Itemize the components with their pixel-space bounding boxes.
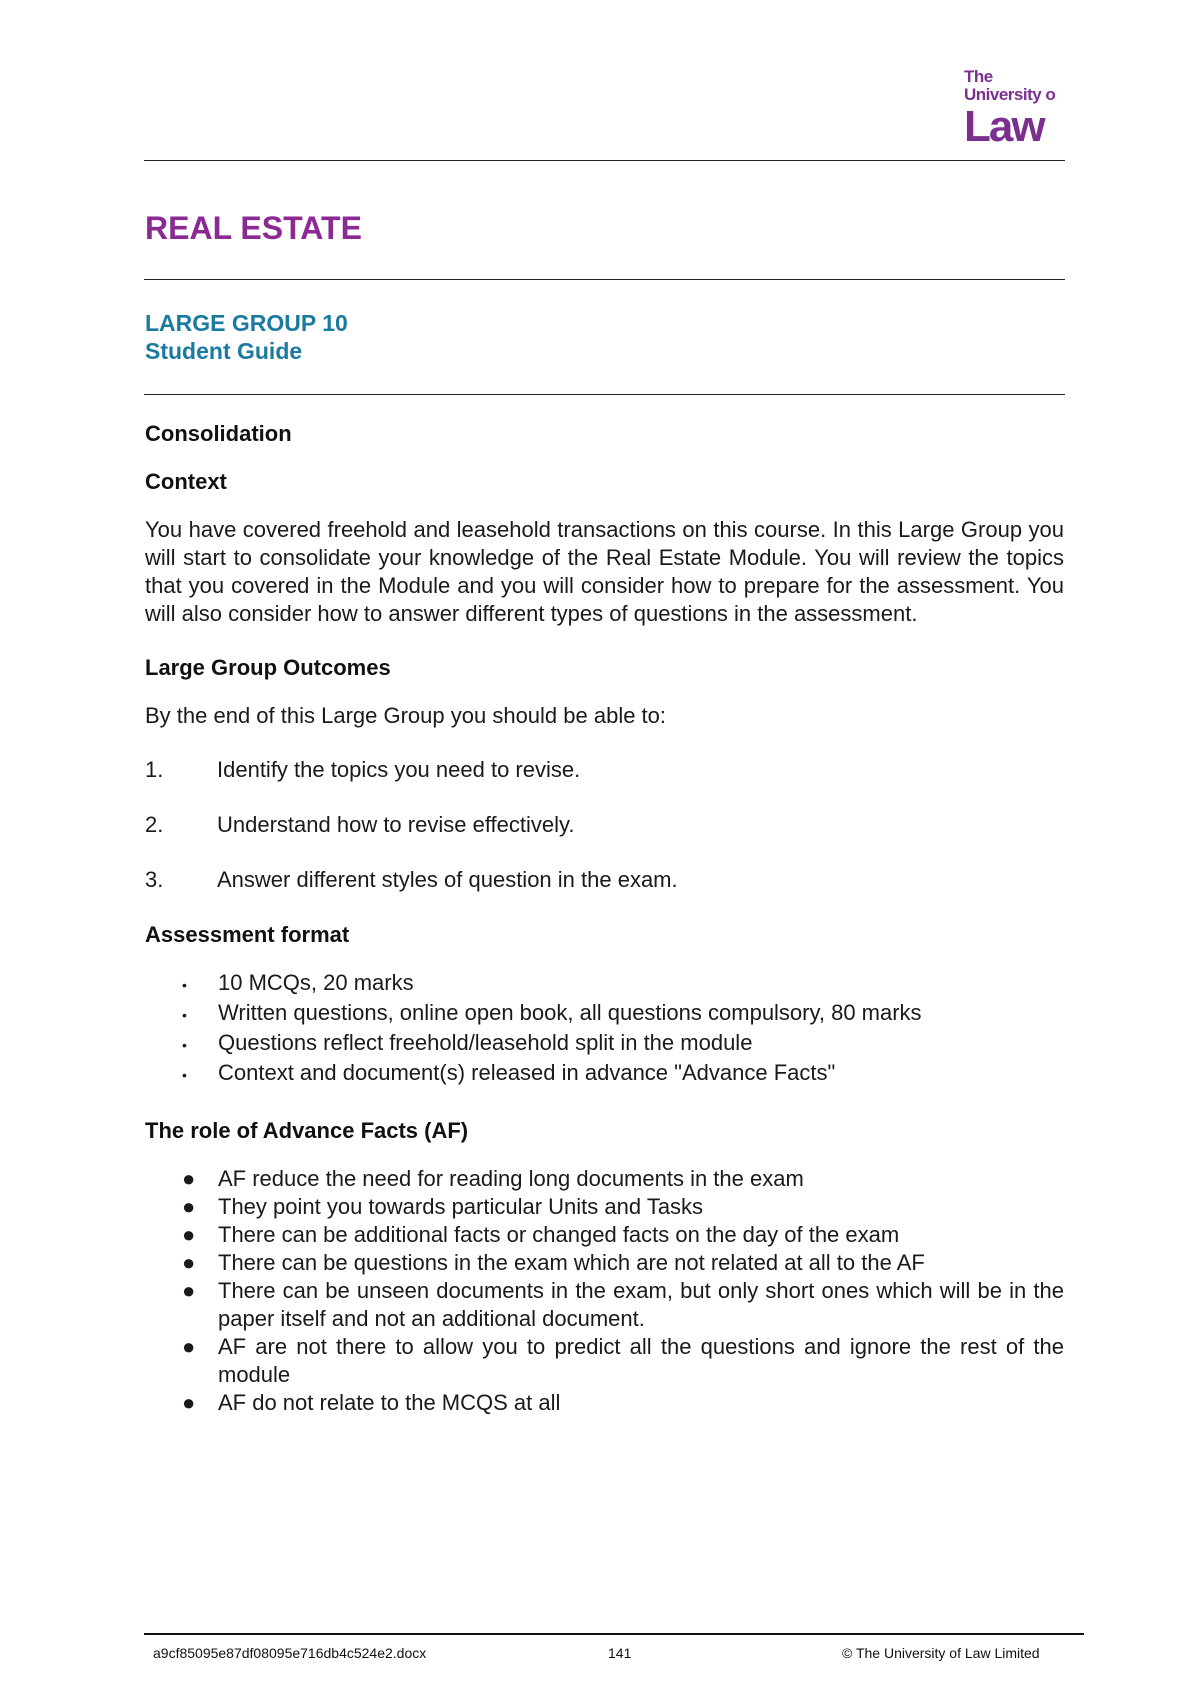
- logo-university: University o: [964, 85, 1056, 104]
- footer-filename: a9cf85095e87df08095e716db4c524e2.docx: [153, 1645, 427, 1661]
- list-text: Context and document(s) released in advance "Advance Facts": [218, 1060, 836, 1085]
- title-divider: [144, 279, 1065, 280]
- list-text: There can be additional facts or changed facts on the day of the exam: [218, 1222, 900, 1247]
- bullet-icon: ●: [182, 1334, 196, 1359]
- document-body: [145, 420, 1064, 1445]
- list-text: They point you towards particular Units and Tasks: [218, 1194, 704, 1219]
- bullet-icon: ●: [182, 1194, 196, 1219]
- list-item: [145, 1277, 1064, 1333]
- bullet-icon: •: [182, 1037, 187, 1053]
- list-text: There can be unseen documents in the exam, but only short ones which will be in the paper itself and not an additional document.: [218, 1278, 1064, 1331]
- subtitle-divider: [144, 394, 1065, 395]
- context-paragraph: You have covered freehold and leasehold transactions on this course. In this Large Group you will start to consolidate your knowledge of the Real Estate Module. You will review the topics that you covered in the Module and you will consider how to prepare for the assessment. You will also consider how to answer different types of questions in the assessment.: [145, 517, 1064, 626]
- list-item: [145, 969, 1064, 999]
- list-item: [145, 1389, 1064, 1417]
- list-item: [145, 1193, 1064, 1221]
- outcomes-intro: By the end of this Large Group you should be able to:: [145, 703, 667, 728]
- logo-law: Law: [964, 102, 1044, 151]
- list-text: Answer different styles of question in the exam.: [217, 867, 678, 892]
- list-item: [145, 1059, 1064, 1089]
- list-item: [145, 1249, 1064, 1277]
- list-text: There can be questions in the exam which are not related at all to the AF: [218, 1250, 925, 1275]
- list-item: [145, 756, 1064, 784]
- list-text: AF do not relate to the MCQS at all: [218, 1390, 561, 1415]
- heading-assessment-format: Assessment format: [145, 922, 350, 947]
- af-list: [145, 1165, 1064, 1417]
- list-text: AF are not there to allow you to predict all the questions and ignore the rest of the module: [218, 1334, 1064, 1387]
- list-text: Understand how to revise effectively.: [217, 812, 575, 837]
- format-list: [145, 969, 1064, 1089]
- list-text: Questions reflect freehold/leasehold split in the module: [218, 1030, 753, 1055]
- footer-copyright: © The University of Law Limited: [842, 1645, 1040, 1661]
- list-number: 2.: [145, 812, 164, 837]
- heading-advance-facts: The role of Advance Facts (AF): [145, 1118, 469, 1143]
- bullet-icon: •: [182, 977, 187, 993]
- bullet-icon: ●: [182, 1250, 196, 1275]
- page-title: REAL ESTATE: [145, 210, 362, 246]
- outcomes-list: [145, 756, 1064, 894]
- list-item: [145, 866, 1064, 894]
- bullet-icon: •: [182, 1007, 187, 1023]
- bullet-icon: •: [182, 1067, 187, 1083]
- list-item: [145, 1029, 1064, 1059]
- logo-the: The: [964, 67, 993, 86]
- list-text: Identify the topics you need to revise.: [217, 757, 581, 782]
- bullet-icon: ●: [182, 1278, 196, 1303]
- university-of-law-logo: [964, 68, 1064, 150]
- list-item: [145, 1333, 1064, 1389]
- list-text: AF reduce the need for reading long documents in the exam: [218, 1166, 804, 1191]
- page-subtitle: [145, 309, 348, 365]
- bullet-icon: ●: [182, 1166, 196, 1191]
- list-number: 3.: [145, 867, 164, 892]
- bullet-icon: ●: [182, 1222, 196, 1247]
- list-item: [145, 1165, 1064, 1193]
- list-text: Written questions, online open book, all questions compulsory, 80 marks: [218, 1000, 922, 1025]
- header-divider: [144, 160, 1065, 161]
- bullet-icon: ●: [182, 1390, 196, 1415]
- heading-consolidation: Consolidation: [145, 421, 292, 446]
- footer-divider: [144, 1633, 1084, 1635]
- subtitle-group: LARGE GROUP 10: [145, 310, 348, 336]
- list-item: [145, 811, 1064, 839]
- heading-outcomes: Large Group Outcomes: [145, 655, 391, 680]
- footer-page-number: 141: [608, 1645, 632, 1661]
- list-number: 1.: [145, 757, 164, 782]
- list-item: [145, 1221, 1064, 1249]
- subtitle-guide: Student Guide: [145, 338, 303, 364]
- list-text: 10 MCQs, 20 marks: [218, 970, 414, 995]
- list-item: [145, 999, 1064, 1029]
- heading-context: Context: [145, 469, 227, 494]
